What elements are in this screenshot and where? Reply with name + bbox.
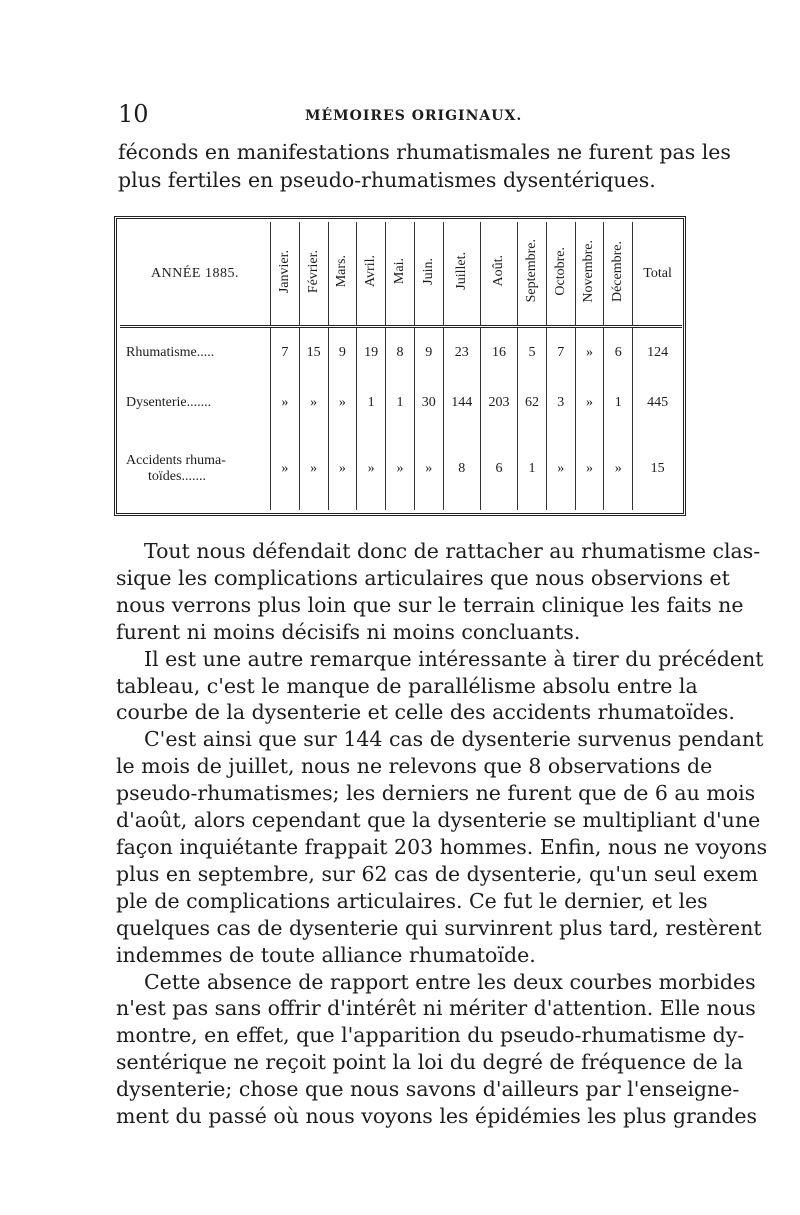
year-header: ANNÉE 1885. — [120, 222, 271, 327]
month-label: Avril. — [363, 255, 379, 288]
text-line: montre, en effet, que l'apparition du pseudo-rhumatisme dy- — [116, 1023, 745, 1048]
table-cell: » — [386, 427, 415, 510]
text-line: n'est pas sans offrir d'intérêt ni mériter d'attention. Elle nous — [116, 996, 756, 1021]
month-label: Août. — [490, 255, 506, 287]
total-cell: 124 — [633, 327, 682, 378]
table-cell: » — [328, 427, 357, 510]
text-line: sentérique ne reçoit point la loi du degré de fréquence de la — [116, 1050, 744, 1075]
text-line: ment du passé où nous voyons les épidémies les plus grandes — [116, 1104, 758, 1129]
month-label: Octobre. — [552, 246, 568, 296]
statistics-table-frame — [114, 216, 686, 516]
table-cell: 23 — [443, 327, 480, 378]
table-cell: » — [414, 427, 443, 510]
table-cell: 9 — [328, 327, 357, 378]
month-header — [518, 222, 547, 327]
row-label: Dysenterie....... — [126, 394, 212, 410]
table-cell: » — [357, 427, 386, 510]
table-cell: 5 — [518, 327, 547, 378]
row-label — [120, 427, 271, 510]
table-cell: 9 — [414, 327, 443, 378]
text-line: Tout nous défendait donc de rattacher au rhumatisme clas- — [144, 539, 761, 563]
table-cell: » — [604, 427, 633, 510]
month-label: Novembre. — [581, 239, 597, 303]
table-cell: » — [299, 378, 328, 428]
table-cell: 144 — [443, 378, 480, 428]
row-label-line: Accidents rhuma- — [126, 452, 226, 468]
table-cell: » — [271, 378, 300, 428]
month-header — [414, 222, 443, 327]
table-cell: 6 — [480, 427, 517, 510]
month-header — [328, 222, 357, 327]
month-label: Décembre. — [610, 240, 626, 302]
table-cell: 15 — [299, 327, 328, 378]
month-label: Septembre. — [523, 239, 539, 303]
text-line: indemmes de toute alliance rhumatoïde. — [116, 942, 536, 967]
table-row — [120, 427, 682, 510]
month-header — [575, 222, 604, 327]
table-cell: 1 — [604, 378, 633, 428]
text-line: dysenterie; chose que nous savons d'ailleurs par l'enseigne- — [116, 1077, 740, 1102]
month-label: Juin. — [420, 257, 436, 285]
table-row — [120, 378, 682, 428]
text-line: quelques cas de dysenterie qui survinrent plus tard, restèrent — [116, 915, 762, 940]
text-line: sique les complications articulaires que nous observions et — [116, 565, 730, 590]
table-header-row — [120, 222, 682, 327]
intro-paragraph — [118, 138, 731, 194]
table-cell: 6 — [604, 327, 633, 378]
table-cell: 8 — [443, 427, 480, 510]
month-label: Mai. — [391, 258, 407, 285]
page-header — [118, 100, 686, 130]
total-cell: 15 — [633, 427, 682, 510]
page-number: 10 — [118, 100, 149, 128]
text-line: nous verrons plus loin que sur le terrain clinique les faits ne — [116, 592, 744, 617]
table-cell: 1 — [386, 378, 415, 428]
text-line: C'est ainsi que sur 144 cas de dysenterie survenus pendant — [144, 727, 764, 752]
month-header — [546, 222, 575, 327]
text-line: le mois de juillet, nous ne relevons que 8 observations de — [116, 754, 713, 779]
table-cell: » — [299, 427, 328, 510]
month-label: Janvier. — [276, 249, 292, 293]
running-title: MÉMOIRES ORIGINAUX. — [305, 108, 523, 124]
month-header — [299, 222, 328, 327]
month-header — [480, 222, 517, 327]
table-cell: » — [575, 427, 604, 510]
text-line: furent ni moins décisifs ni moins concluants. — [116, 619, 581, 644]
table-cell: 7 — [271, 327, 300, 378]
text-line: ple de complications articulaires. Ce fut le dernier, et les — [116, 888, 708, 913]
statistics-table — [120, 222, 682, 510]
text-line: plus en septembre, sur 62 cas de dysenterie, qu'un seul exem — [116, 861, 759, 886]
row-label: Rhumatisme..... — [126, 345, 215, 361]
text-line: tableau, c'est le manque de parallélisme absolu entre la — [116, 673, 698, 698]
table-cell: 62 — [518, 378, 547, 428]
table-cell: 1 — [518, 427, 547, 510]
month-header — [443, 222, 480, 327]
text-line: d'août, alors cependant que la dysenterie se multipliant d'une — [116, 808, 761, 833]
text-line: Il est une autre remarque intéressante à tirer du précédent — [144, 646, 764, 671]
table-cell: » — [271, 427, 300, 510]
table-cell: » — [575, 327, 604, 378]
text-line: pseudo-rhumatismes; les derniers ne furent que de 6 au mois — [116, 781, 756, 806]
text-line: Cette absence de rapport entre les deux courbes morbides — [144, 969, 756, 994]
text-line: façon inquiétante frappait 203 hommes. Enfin, nous ne voyons — [116, 834, 768, 859]
text-line: féconds en manifestations rhumatismales ne furent pas les — [118, 140, 731, 164]
month-header — [604, 222, 633, 327]
month-header — [271, 222, 300, 327]
month-label: Février. — [305, 249, 321, 293]
table-cell: » — [575, 378, 604, 428]
total-cell: 445 — [633, 378, 682, 428]
table-cell: » — [328, 378, 357, 428]
table-row — [120, 327, 682, 378]
table-cell: 8 — [386, 327, 415, 378]
table-cell: 19 — [357, 327, 386, 378]
table-cell: » — [546, 427, 575, 510]
body-text — [116, 538, 768, 1130]
month-label: Mars. — [334, 254, 350, 288]
table-cell: 1 — [357, 378, 386, 428]
text-line: plus fertiles en pseudo-rhumatismes dysentériques. — [118, 168, 656, 192]
month-header — [386, 222, 415, 327]
month-label: Juillet. — [453, 252, 469, 290]
table-cell: 203 — [480, 378, 517, 428]
month-header — [357, 222, 386, 327]
total-header: Total — [633, 222, 682, 327]
row-label-line: toïdes....... — [148, 468, 206, 484]
table-cell: 3 — [546, 378, 575, 428]
table-cell: 30 — [414, 378, 443, 428]
table-cell: 7 — [546, 327, 575, 378]
text-line: courbe de la dysenterie et celle des accidents rhumatoïdes. — [116, 700, 735, 725]
table-cell: 16 — [480, 327, 517, 378]
